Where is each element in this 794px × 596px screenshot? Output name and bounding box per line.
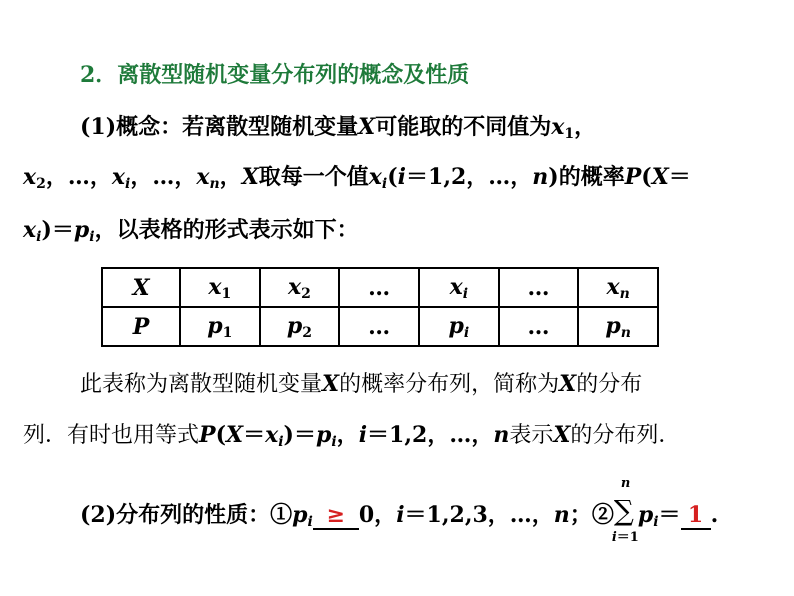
sum-lower-limit: i＝1 bbox=[611, 530, 639, 545]
table-cell: … bbox=[499, 268, 579, 307]
item1-rest: 0，i＝1,2,3，…，n； bbox=[358, 502, 592, 528]
answer-blank-2 bbox=[681, 502, 711, 530]
table-row bbox=[102, 307, 658, 346]
table-cell: $x_n$ bbox=[578, 268, 658, 307]
properties-line: (2)分布列的性质：$①p_i \ge 0$，i＝1,2,3，…，n；② n ∑ i＝1 $p_i= 1$ . bbox=[80, 476, 719, 545]
distribution-table bbox=[101, 267, 659, 347]
concept-line-1: (1)概念：若离散型随机变量X可能取的不同值为$x_1$， bbox=[80, 114, 597, 142]
table-cell: $x_2$ bbox=[260, 268, 340, 307]
table-cell: $p_2$ bbox=[260, 307, 340, 346]
table-cell: $x_i$ bbox=[419, 268, 499, 307]
concept-line-3: $x_i)=p_i$，以表格的形式表示如下： bbox=[23, 217, 359, 245]
table-cell: … bbox=[339, 307, 419, 346]
table-row bbox=[102, 268, 658, 307]
properties-label: (2)分布列的性质： bbox=[80, 502, 271, 528]
concept-line-2: $x_2$，…，$x_i$，…，$x_n$，X取每一个值$x_i(i=1,2$，…，n)的概率P(X＝ bbox=[23, 164, 691, 192]
answer-2: 1 bbox=[687, 502, 704, 528]
summation-symbol: n ∑ i＝1 bbox=[611, 476, 639, 545]
answer-1: ≥ bbox=[326, 502, 346, 528]
table-cell: $x_1$ bbox=[180, 268, 260, 307]
table-cell: … bbox=[339, 268, 419, 307]
sum-upper-limit: n bbox=[620, 476, 631, 491]
table-cell: $p_1$ bbox=[180, 307, 260, 346]
table-cell: $p_n$ bbox=[578, 307, 658, 346]
table-cell: $p_i$ bbox=[419, 307, 499, 346]
section-heading: 2．离散型随机变量分布列的概念及性质 bbox=[80, 62, 470, 88]
item2-marker: ② bbox=[591, 502, 614, 528]
table-cell: … bbox=[499, 307, 579, 346]
item1-marker: ① bbox=[270, 502, 293, 528]
concept-label: (1)概念： bbox=[80, 114, 183, 140]
answer-blank-1 bbox=[313, 502, 359, 530]
table-cell: X bbox=[102, 268, 180, 307]
definition-line-1: 此表称为离散型随机变量X的概率分布列，简称为X的分布 bbox=[80, 371, 643, 397]
table-cell: P bbox=[102, 307, 180, 346]
definition-line-2: 列．有时也用等式$P(X=x_i)=p_i$，i＝1,2，…，n表示X的分布列． bbox=[23, 422, 681, 450]
